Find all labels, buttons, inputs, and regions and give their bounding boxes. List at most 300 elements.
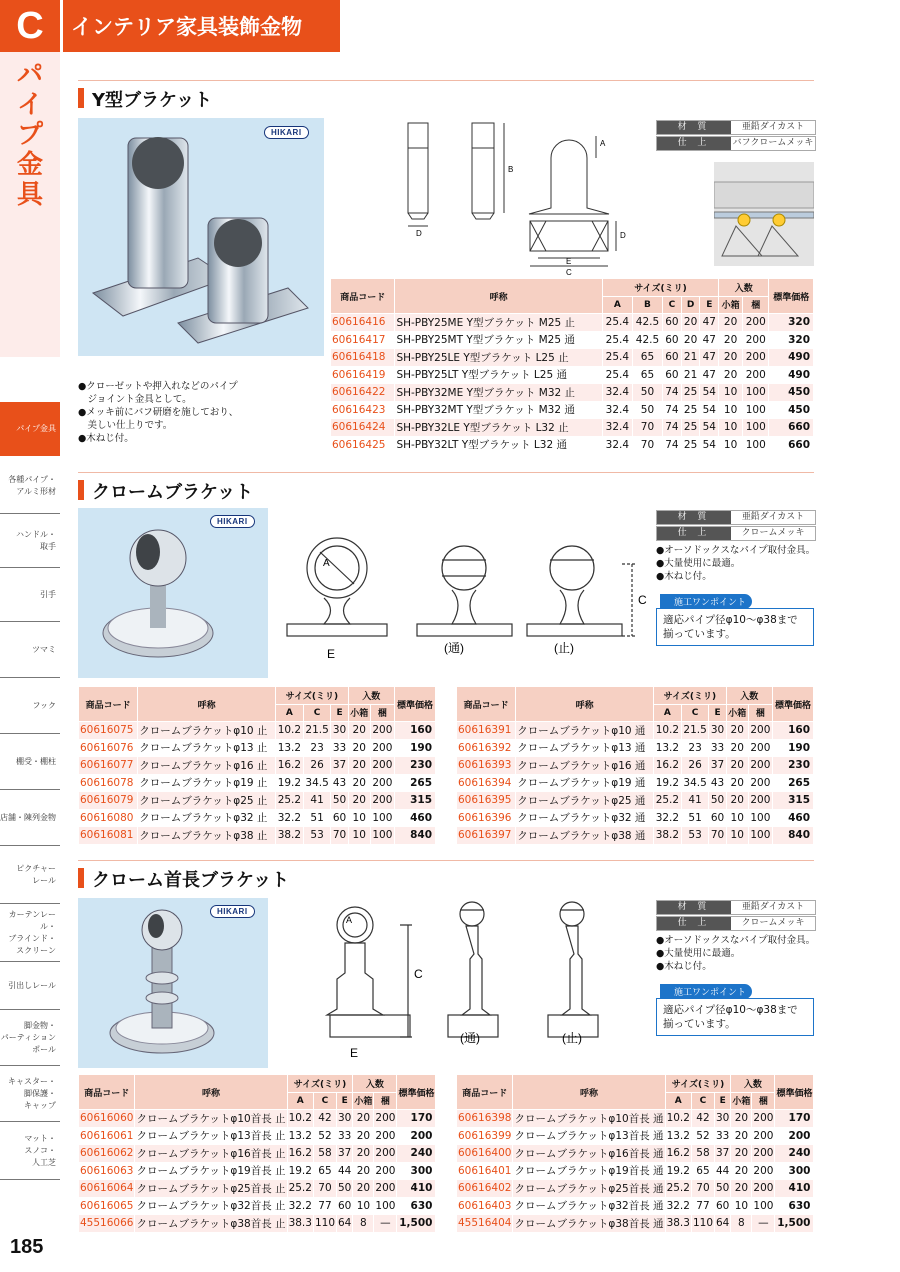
side-index-item[interactable]: 店舗・陳列金物 xyxy=(0,790,60,846)
size-value: 25.4 xyxy=(602,331,632,349)
product-code: 60616392 xyxy=(457,739,516,757)
size-value: 25.2 xyxy=(276,792,304,810)
size-value: 10.2 xyxy=(276,722,304,740)
table-row xyxy=(79,1215,436,1233)
price: 660 xyxy=(769,436,814,454)
product-name: SH-PBY32ME Y型ブラケット M32 止 xyxy=(395,384,602,402)
size-value: 42.5 xyxy=(632,331,662,349)
product-code: 60616391 xyxy=(457,722,516,740)
product-name: クロームブラケットφ19首長 止 xyxy=(135,1162,287,1180)
category-letter: C xyxy=(0,0,60,52)
table-header: 商品コード xyxy=(331,279,395,314)
product-name: クロームブラケットφ38首長 通 xyxy=(513,1215,665,1233)
product-name: クロームブラケットφ10首長 通 xyxy=(513,1110,665,1128)
size-value: 26 xyxy=(303,757,331,775)
table-header: 入数 xyxy=(348,687,394,705)
table-row xyxy=(331,436,814,454)
size-value: 10 xyxy=(719,419,743,437)
product-name: クロームブラケットφ32 止 xyxy=(138,809,276,827)
table-row xyxy=(79,1145,436,1163)
y-bracket-diagram xyxy=(396,118,641,278)
size-value: 32.4 xyxy=(602,384,632,402)
table-row xyxy=(331,419,814,437)
label-stop: (止) xyxy=(554,641,574,655)
size-value: 25.4 xyxy=(602,366,632,384)
size-value: 70 xyxy=(331,827,348,845)
price: 300 xyxy=(775,1162,814,1180)
table-header: E xyxy=(331,704,348,722)
section-rule xyxy=(78,80,814,81)
spec-material-value: 亜鉛ダイカスト xyxy=(741,122,805,132)
size-value: 200 xyxy=(743,314,769,332)
size-value: 50 xyxy=(715,1180,731,1198)
size-value: 8 xyxy=(353,1215,374,1233)
product-photo-chrome-bracket xyxy=(78,508,268,678)
side-index-item[interactable]: パイプ金具 xyxy=(0,402,60,456)
product-code: 60616399 xyxy=(457,1127,513,1145)
spec-box-y xyxy=(656,120,816,152)
tip-tag-long: 施工ワンポイント xyxy=(660,984,752,999)
list-item: ●木ねじ付。 xyxy=(656,961,712,972)
size-value: 110 xyxy=(313,1215,336,1233)
dim-label-c: C xyxy=(638,593,647,607)
dim-label-a: A xyxy=(600,139,606,148)
size-value: 50 xyxy=(632,384,662,402)
size-value: 200 xyxy=(748,774,772,792)
product-name: SH-PBY32MT Y型ブラケット M32 通 xyxy=(395,401,602,419)
size-value: 200 xyxy=(743,366,769,384)
price: 300 xyxy=(397,1162,436,1180)
spec-material-value: 亜鉛ダイカスト xyxy=(741,512,805,522)
size-value: 53 xyxy=(303,827,331,845)
table-row xyxy=(457,1145,814,1163)
size-value: 23 xyxy=(681,739,709,757)
size-value: 19.2 xyxy=(654,774,682,792)
price: 190 xyxy=(394,739,435,757)
product-table-chrome-through xyxy=(456,686,814,845)
hikari-logo: HIKARI xyxy=(210,515,255,528)
product-table-long-through xyxy=(456,1074,814,1233)
size-value: 37 xyxy=(331,757,348,775)
size-value: 60 xyxy=(337,1197,353,1215)
price: 315 xyxy=(772,792,813,810)
price: 460 xyxy=(394,809,435,827)
price: 630 xyxy=(775,1197,814,1215)
size-value: 200 xyxy=(374,1180,397,1198)
size-value: 54 xyxy=(700,436,719,454)
size-value: 47 xyxy=(700,366,719,384)
product-code: 60616396 xyxy=(457,809,516,827)
table-row xyxy=(457,739,814,757)
table-row xyxy=(457,757,814,775)
size-value: 50 xyxy=(632,401,662,419)
product-name: クロームブラケットφ32首長 通 xyxy=(513,1197,665,1215)
size-value: 74 xyxy=(663,436,682,454)
size-value: 20 xyxy=(731,1127,752,1145)
list-item: ●オーソドックスなパイプ取付金具。 xyxy=(656,935,816,946)
table-row xyxy=(457,722,814,740)
size-value: 70 xyxy=(709,827,726,845)
spec-finish-value: クロームメッキ xyxy=(741,918,805,928)
size-value: 25.2 xyxy=(287,1180,313,1198)
table-header: 呼称 xyxy=(516,687,654,722)
price: 410 xyxy=(397,1180,436,1198)
table-row xyxy=(457,1162,814,1180)
product-name: クロームブラケットφ32首長 止 xyxy=(135,1197,287,1215)
price: 450 xyxy=(769,401,814,419)
size-value: 25 xyxy=(681,436,700,454)
side-index-item[interactable]: フック xyxy=(0,678,60,734)
list-item: ●大量使用に最適。 xyxy=(656,558,741,569)
spec-material-value: 亜鉛ダイカスト xyxy=(741,902,805,912)
product-code: 60616400 xyxy=(457,1145,513,1163)
product-code: 60616424 xyxy=(331,419,395,437)
spec-finish-value: クロームメッキ xyxy=(741,528,805,538)
side-index-item[interactable]: 引出しレール xyxy=(0,962,60,1010)
product-code: 60616395 xyxy=(457,792,516,810)
product-name: SH-PBY25LT Y型ブラケット L25 通 xyxy=(395,366,602,384)
product-code: 60616394 xyxy=(457,774,516,792)
product-name: クロームブラケットφ25 止 xyxy=(138,792,276,810)
list-item: 揃っています。 xyxy=(663,628,736,640)
price: 490 xyxy=(769,366,814,384)
list-item: ●クローゼットや押入れなどのパイプ xyxy=(78,381,238,392)
size-value: 42 xyxy=(691,1110,714,1128)
size-value: 200 xyxy=(743,349,769,367)
size-value: 100 xyxy=(752,1197,775,1215)
size-value: 64 xyxy=(715,1215,731,1233)
price: 840 xyxy=(394,827,435,845)
size-value: 21.5 xyxy=(681,722,709,740)
product-code: 60616062 xyxy=(79,1145,135,1163)
product-name: SH-PBY25MT Y型ブラケット M25 通 xyxy=(395,331,602,349)
price: 170 xyxy=(775,1110,814,1128)
size-value: 10.2 xyxy=(654,722,682,740)
side-index-item[interactable]: 棚受・棚柱 xyxy=(0,734,60,790)
product-code: 45516404 xyxy=(457,1215,513,1233)
size-value: 20 xyxy=(353,1180,374,1198)
size-value: 32.2 xyxy=(665,1197,691,1215)
size-value: 32.4 xyxy=(602,401,632,419)
size-value: 52 xyxy=(313,1127,336,1145)
size-value: 20 xyxy=(719,314,743,332)
table-header: A xyxy=(602,296,632,314)
size-value: 100 xyxy=(748,809,772,827)
size-value: 32.2 xyxy=(654,809,682,827)
list-item: ●木ねじ付。 xyxy=(656,571,712,582)
size-value: 26 xyxy=(681,757,709,775)
size-value: 50 xyxy=(331,792,348,810)
dim-label-d-side: D xyxy=(416,229,422,238)
size-value: 20 xyxy=(353,1110,374,1128)
size-value: 16.2 xyxy=(665,1145,691,1163)
product-code: 60616079 xyxy=(79,792,138,810)
size-value: 200 xyxy=(370,739,394,757)
size-value: 38.3 xyxy=(665,1215,691,1233)
table-header: サイズ(ミリ) xyxy=(287,1075,353,1093)
size-value: 200 xyxy=(752,1145,775,1163)
table-row xyxy=(79,739,436,757)
size-value: 25.2 xyxy=(654,792,682,810)
list-item: 揃っています。 xyxy=(663,1018,736,1030)
list-item: ●大量使用に最適。 xyxy=(656,948,741,959)
product-name: SH-PBY25ME Y型ブラケット M25 止 xyxy=(395,314,602,332)
table-header: 標準価格 xyxy=(769,279,814,314)
size-value: 32.4 xyxy=(602,419,632,437)
dim-label-e: E xyxy=(327,647,336,660)
size-value: 20 xyxy=(731,1145,752,1163)
price: 265 xyxy=(772,774,813,792)
size-value: 65 xyxy=(632,349,662,367)
size-value: 21.5 xyxy=(303,722,331,740)
size-value: 110 xyxy=(691,1215,714,1233)
size-value: 44 xyxy=(715,1162,731,1180)
product-code: 45516066 xyxy=(79,1215,135,1233)
product-name: SH-PBY25LE Y型ブラケット L25 止 xyxy=(395,349,602,367)
price: 230 xyxy=(772,757,813,775)
dim-label-c: C xyxy=(414,967,423,981)
size-value: 200 xyxy=(748,722,772,740)
dim-label-e: E xyxy=(350,1046,359,1060)
size-value: 10 xyxy=(348,809,370,827)
size-value: 20 xyxy=(719,349,743,367)
product-code: 60616397 xyxy=(457,827,516,845)
size-value: 20 xyxy=(731,1180,752,1198)
table-row xyxy=(457,1197,814,1215)
size-value: 19.2 xyxy=(665,1162,691,1180)
size-value: 60 xyxy=(663,314,682,332)
product-name: クロームブラケットφ38 通 xyxy=(516,827,654,845)
spec-box-long xyxy=(656,900,816,932)
price: 230 xyxy=(394,757,435,775)
size-value: 38.3 xyxy=(287,1215,313,1233)
spec-material-key: 材 質 xyxy=(657,901,731,914)
side-index-item[interactable]: ツマミ xyxy=(0,622,60,678)
chrome-bracket-diagram xyxy=(282,530,647,660)
table-row xyxy=(79,774,436,792)
size-value: 20 xyxy=(726,774,748,792)
side-index-item[interactable]: 引手 xyxy=(0,568,60,622)
table-header: 呼称 xyxy=(138,687,276,722)
product-photo-y-bracket xyxy=(78,118,324,356)
size-value: 60 xyxy=(663,349,682,367)
size-value: 200 xyxy=(752,1110,775,1128)
side-index-item[interactable]: ピクチャー レール xyxy=(0,846,60,904)
feature-list-chrome xyxy=(656,544,815,583)
table-header: 梱 xyxy=(370,704,394,722)
product-code: 60616393 xyxy=(457,757,516,775)
size-value: 30 xyxy=(337,1110,353,1128)
size-value: 44 xyxy=(337,1162,353,1180)
size-value: 32.2 xyxy=(276,809,304,827)
product-code: 60616061 xyxy=(79,1127,135,1145)
size-value: 10.2 xyxy=(665,1110,691,1128)
size-value: 54 xyxy=(700,401,719,419)
table-row xyxy=(457,1180,814,1198)
size-value: 25 xyxy=(681,384,700,402)
dim-label-b: B xyxy=(508,165,514,174)
product-code: 60616423 xyxy=(331,401,395,419)
table-header: B xyxy=(632,296,662,314)
size-value: 20 xyxy=(348,722,370,740)
side-index-item[interactable]: 各種パイプ・ アルミ形材 xyxy=(0,458,60,514)
product-code: 60616416 xyxy=(331,314,395,332)
side-index-item[interactable]: 脚金物・ パーティション ポール xyxy=(0,1010,60,1066)
feature-list-long xyxy=(656,934,815,973)
product-name: クロームブラケットφ10 通 xyxy=(516,722,654,740)
table-header: 梱 xyxy=(748,704,772,722)
label-stop: (止) xyxy=(562,1031,582,1045)
usage-photo-closet xyxy=(714,162,814,266)
table-header: 小箱 xyxy=(348,704,370,722)
list-item: 適応パイプ径φ10～φ38まで xyxy=(663,614,798,626)
feature-list-y xyxy=(78,380,238,445)
price: 170 xyxy=(397,1110,436,1128)
table-header: 梱 xyxy=(743,296,769,314)
size-value: 47 xyxy=(700,349,719,367)
size-value: 21 xyxy=(681,366,700,384)
dim-label-a: A xyxy=(323,558,330,569)
side-index-item[interactable]: ハンドル・ 取手 xyxy=(0,514,60,568)
table-header: サイズ(ミリ) xyxy=(665,1075,731,1093)
size-value: 25.4 xyxy=(602,349,632,367)
spec-material-key: 材 質 xyxy=(657,511,731,524)
size-value: 100 xyxy=(743,401,769,419)
product-name: クロームブラケットφ25首長 通 xyxy=(513,1180,665,1198)
size-value: 20 xyxy=(348,792,370,810)
product-name: クロームブラケットφ25 通 xyxy=(516,792,654,810)
size-value: 60 xyxy=(663,366,682,384)
size-value: 200 xyxy=(752,1162,775,1180)
size-value: 20 xyxy=(719,366,743,384)
size-value: 200 xyxy=(748,757,772,775)
table-row xyxy=(79,722,436,740)
table-header: A xyxy=(287,1092,313,1110)
price: 840 xyxy=(772,827,813,845)
size-value: 25 xyxy=(681,419,700,437)
table-header: 小箱 xyxy=(731,1092,752,1110)
size-value: 34.5 xyxy=(681,774,709,792)
label-through: (通) xyxy=(460,1031,480,1045)
size-value: 200 xyxy=(748,792,772,810)
size-value: 37 xyxy=(337,1145,353,1163)
table-header: C xyxy=(663,296,682,314)
product-name: クロームブラケットφ32 通 xyxy=(516,809,654,827)
side-index-item[interactable]: マット・ スノコ・ 人工芝 xyxy=(0,1122,60,1180)
product-code: 60616078 xyxy=(79,774,138,792)
size-value: 52 xyxy=(691,1127,714,1145)
table-row xyxy=(331,314,814,332)
table-header: 標準価格 xyxy=(394,687,435,722)
size-value: 100 xyxy=(743,384,769,402)
size-value: 74 xyxy=(663,401,682,419)
table-header: A xyxy=(665,1092,691,1110)
size-value: 20 xyxy=(731,1110,752,1128)
table-row xyxy=(457,809,814,827)
side-index-item[interactable]: キャスター・ 脚保護・ キャップ xyxy=(0,1066,60,1122)
table-header: 呼称 xyxy=(513,1075,665,1110)
price: 265 xyxy=(394,774,435,792)
size-value: 20 xyxy=(726,757,748,775)
tip-box-chrome xyxy=(656,608,814,646)
size-value: 60 xyxy=(709,809,726,827)
size-value: 20 xyxy=(731,1162,752,1180)
dim-label-a: A xyxy=(346,915,353,925)
price: 190 xyxy=(772,739,813,757)
table-header: 入数 xyxy=(726,687,772,705)
size-value: 10 xyxy=(348,827,370,845)
size-value: 65 xyxy=(313,1162,336,1180)
size-value: 13.2 xyxy=(654,739,682,757)
table-row xyxy=(331,349,814,367)
size-value: 8 xyxy=(731,1215,752,1233)
product-name: クロームブラケットφ10 止 xyxy=(138,722,276,740)
size-value: 20 xyxy=(726,739,748,757)
table-header: サイズ(ミリ) xyxy=(276,687,349,705)
hikari-logo: HIKARI xyxy=(210,905,255,918)
spec-finish-value: バフクロームメッキ xyxy=(732,138,814,148)
table-row xyxy=(457,792,814,810)
size-value: 64 xyxy=(337,1215,353,1233)
size-value: 25.2 xyxy=(665,1180,691,1198)
table-row xyxy=(79,1180,436,1198)
table-row xyxy=(457,1215,814,1233)
list-item: ジョイント金具として。 xyxy=(78,394,192,405)
spec-finish-key: 仕 上 xyxy=(657,917,731,930)
product-code: 60616419 xyxy=(331,366,395,384)
price: 630 xyxy=(397,1197,436,1215)
size-value: 65 xyxy=(632,366,662,384)
y-bracket-illustration xyxy=(78,118,324,356)
product-name: クロームブラケットφ38首長 止 xyxy=(135,1215,287,1233)
size-value: 100 xyxy=(370,809,394,827)
size-value: 19.2 xyxy=(276,774,304,792)
table-header: 標準価格 xyxy=(775,1075,814,1110)
section-rule xyxy=(78,472,814,473)
list-item: ●木ねじ付。 xyxy=(78,433,134,444)
table-row xyxy=(79,827,436,845)
size-value: 70 xyxy=(691,1180,714,1198)
size-value: 54 xyxy=(700,419,719,437)
size-value: 65 xyxy=(691,1162,714,1180)
long-neck-bracket-illustration xyxy=(78,898,268,1068)
side-index-item[interactable]: カーテンレール・ ブラインド・ スクリーン xyxy=(0,904,60,962)
size-value: 41 xyxy=(681,792,709,810)
size-value: 25 xyxy=(681,401,700,419)
table-row xyxy=(79,792,436,810)
size-value: 23 xyxy=(303,739,331,757)
table-header: A xyxy=(276,704,304,722)
list-item: ●オーソドックスなパイプ取付金具。 xyxy=(656,545,816,556)
dim-label-d: D xyxy=(620,231,626,240)
table-row xyxy=(79,1197,436,1215)
size-value: 77 xyxy=(313,1197,336,1215)
size-value: 20 xyxy=(726,792,748,810)
size-value: 100 xyxy=(743,436,769,454)
table-row xyxy=(331,331,814,349)
product-name: クロームブラケットφ16首長 通 xyxy=(513,1145,665,1163)
price: 320 xyxy=(769,314,814,332)
table-header: C xyxy=(681,704,709,722)
product-name: クロームブラケットφ13 止 xyxy=(138,739,276,757)
size-value: 13.2 xyxy=(665,1127,691,1145)
size-value: 13.2 xyxy=(287,1127,313,1145)
size-value: 20 xyxy=(681,331,700,349)
table-header: E xyxy=(700,296,719,314)
product-name: クロームブラケットφ10首長 止 xyxy=(135,1110,287,1128)
size-value: 100 xyxy=(370,827,394,845)
size-value: 200 xyxy=(370,774,394,792)
